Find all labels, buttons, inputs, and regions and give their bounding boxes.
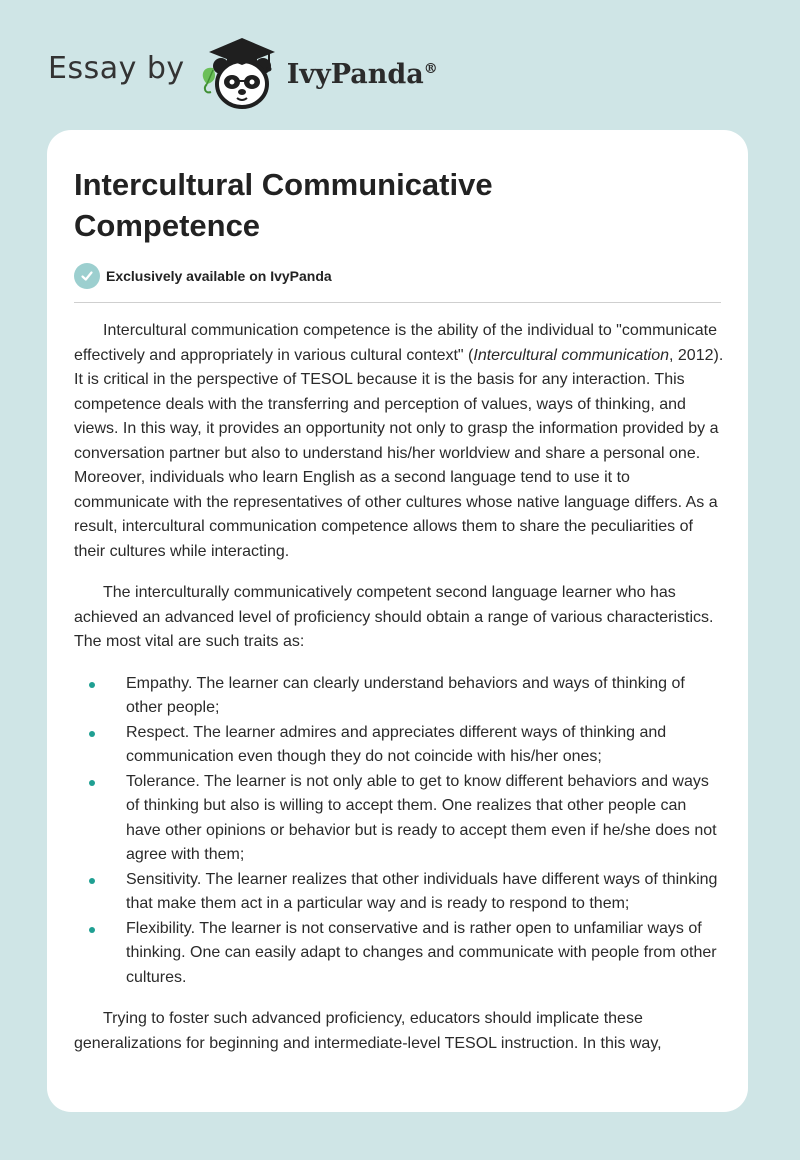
essay-card [47, 130, 748, 1112]
list-item: Empathy. The learner can clearly understand behaviors and ways of thinking of other people; [74, 672, 724, 721]
bullet-dot [89, 780, 95, 786]
traits-list [74, 672, 724, 991]
paragraph-intro: Intercultural communication competence is the ability of the individual to "communicate effectively and appropriately in various cultural context" (Intercultural communication, 2012). It is critical in the perspective of TESOL because it is the basis for any interaction. This competence deals with the transferring and perception of values, ways of thinking, and views. In this way, it provides an opportunity not only to grasp the information provided by a conversation partner but also to understand his/her worldview and share a personal one. Moreover, individuals who learn English as a second language tend to use it to communicate with the representatives of other cultures whose native language differs. As a result, intercultural communication competence allows them to share the peculiarities of their cultures while interacting. [74, 322, 724, 560]
brand-name: IvyPanda® [286, 58, 438, 90]
bullet-dot [89, 927, 95, 933]
citation-title: Intercultural communication [473, 346, 670, 364]
list-item: Flexibility. The learner is not conservative and is rather open to unfamiliar ways of thinking. One can easily adapt to changes and communicate with people from other cultures. [74, 917, 724, 991]
paragraph-traits-intro: The interculturally communicatively competent second language learner who has achieved an advanced level of proficiency should obtain a range of various characteristics. The most vital are such traits as: [74, 584, 714, 650]
list-item: Sensitivity. The learner realizes that other individuals have different ways of thinking that make them act in a particular way and is ready to respond to them; [74, 868, 724, 917]
badge-text: Exclusively available on IvyPanda [106, 268, 332, 284]
paragraph-implications: Trying to foster such advanced proficiency, educators should implicate these generalizations for beginning and intermediate-level TESOL instruction. In this way, [74, 1010, 662, 1052]
list-item: Tolerance. The learner is not only able to get to know different behaviors and ways of thinking but also is willing to accept them. One realizes that other people can have other opinions or behavior but is ready to accept them even if he/she does not agree with them; [74, 770, 724, 868]
bullet-dot [89, 878, 95, 884]
page-title: Intercultural Communicative Competence [74, 167, 493, 243]
registered-mark: ® [423, 60, 438, 77]
brand-prefix: Essay by [48, 50, 185, 86]
panda-graduate-icon [197, 32, 283, 112]
divider [74, 302, 721, 303]
bullet-dot [89, 731, 95, 737]
exclusive-badge [74, 263, 332, 289]
list-item: Respect. The learner admires and appreciates different ways of thinking and communication even though they do not coincide with his/her ones; [74, 721, 724, 770]
brand-header[interactable] [48, 32, 438, 112]
essay-body [74, 319, 724, 1073]
check-icon [74, 263, 100, 289]
bullet-dot [89, 682, 95, 688]
